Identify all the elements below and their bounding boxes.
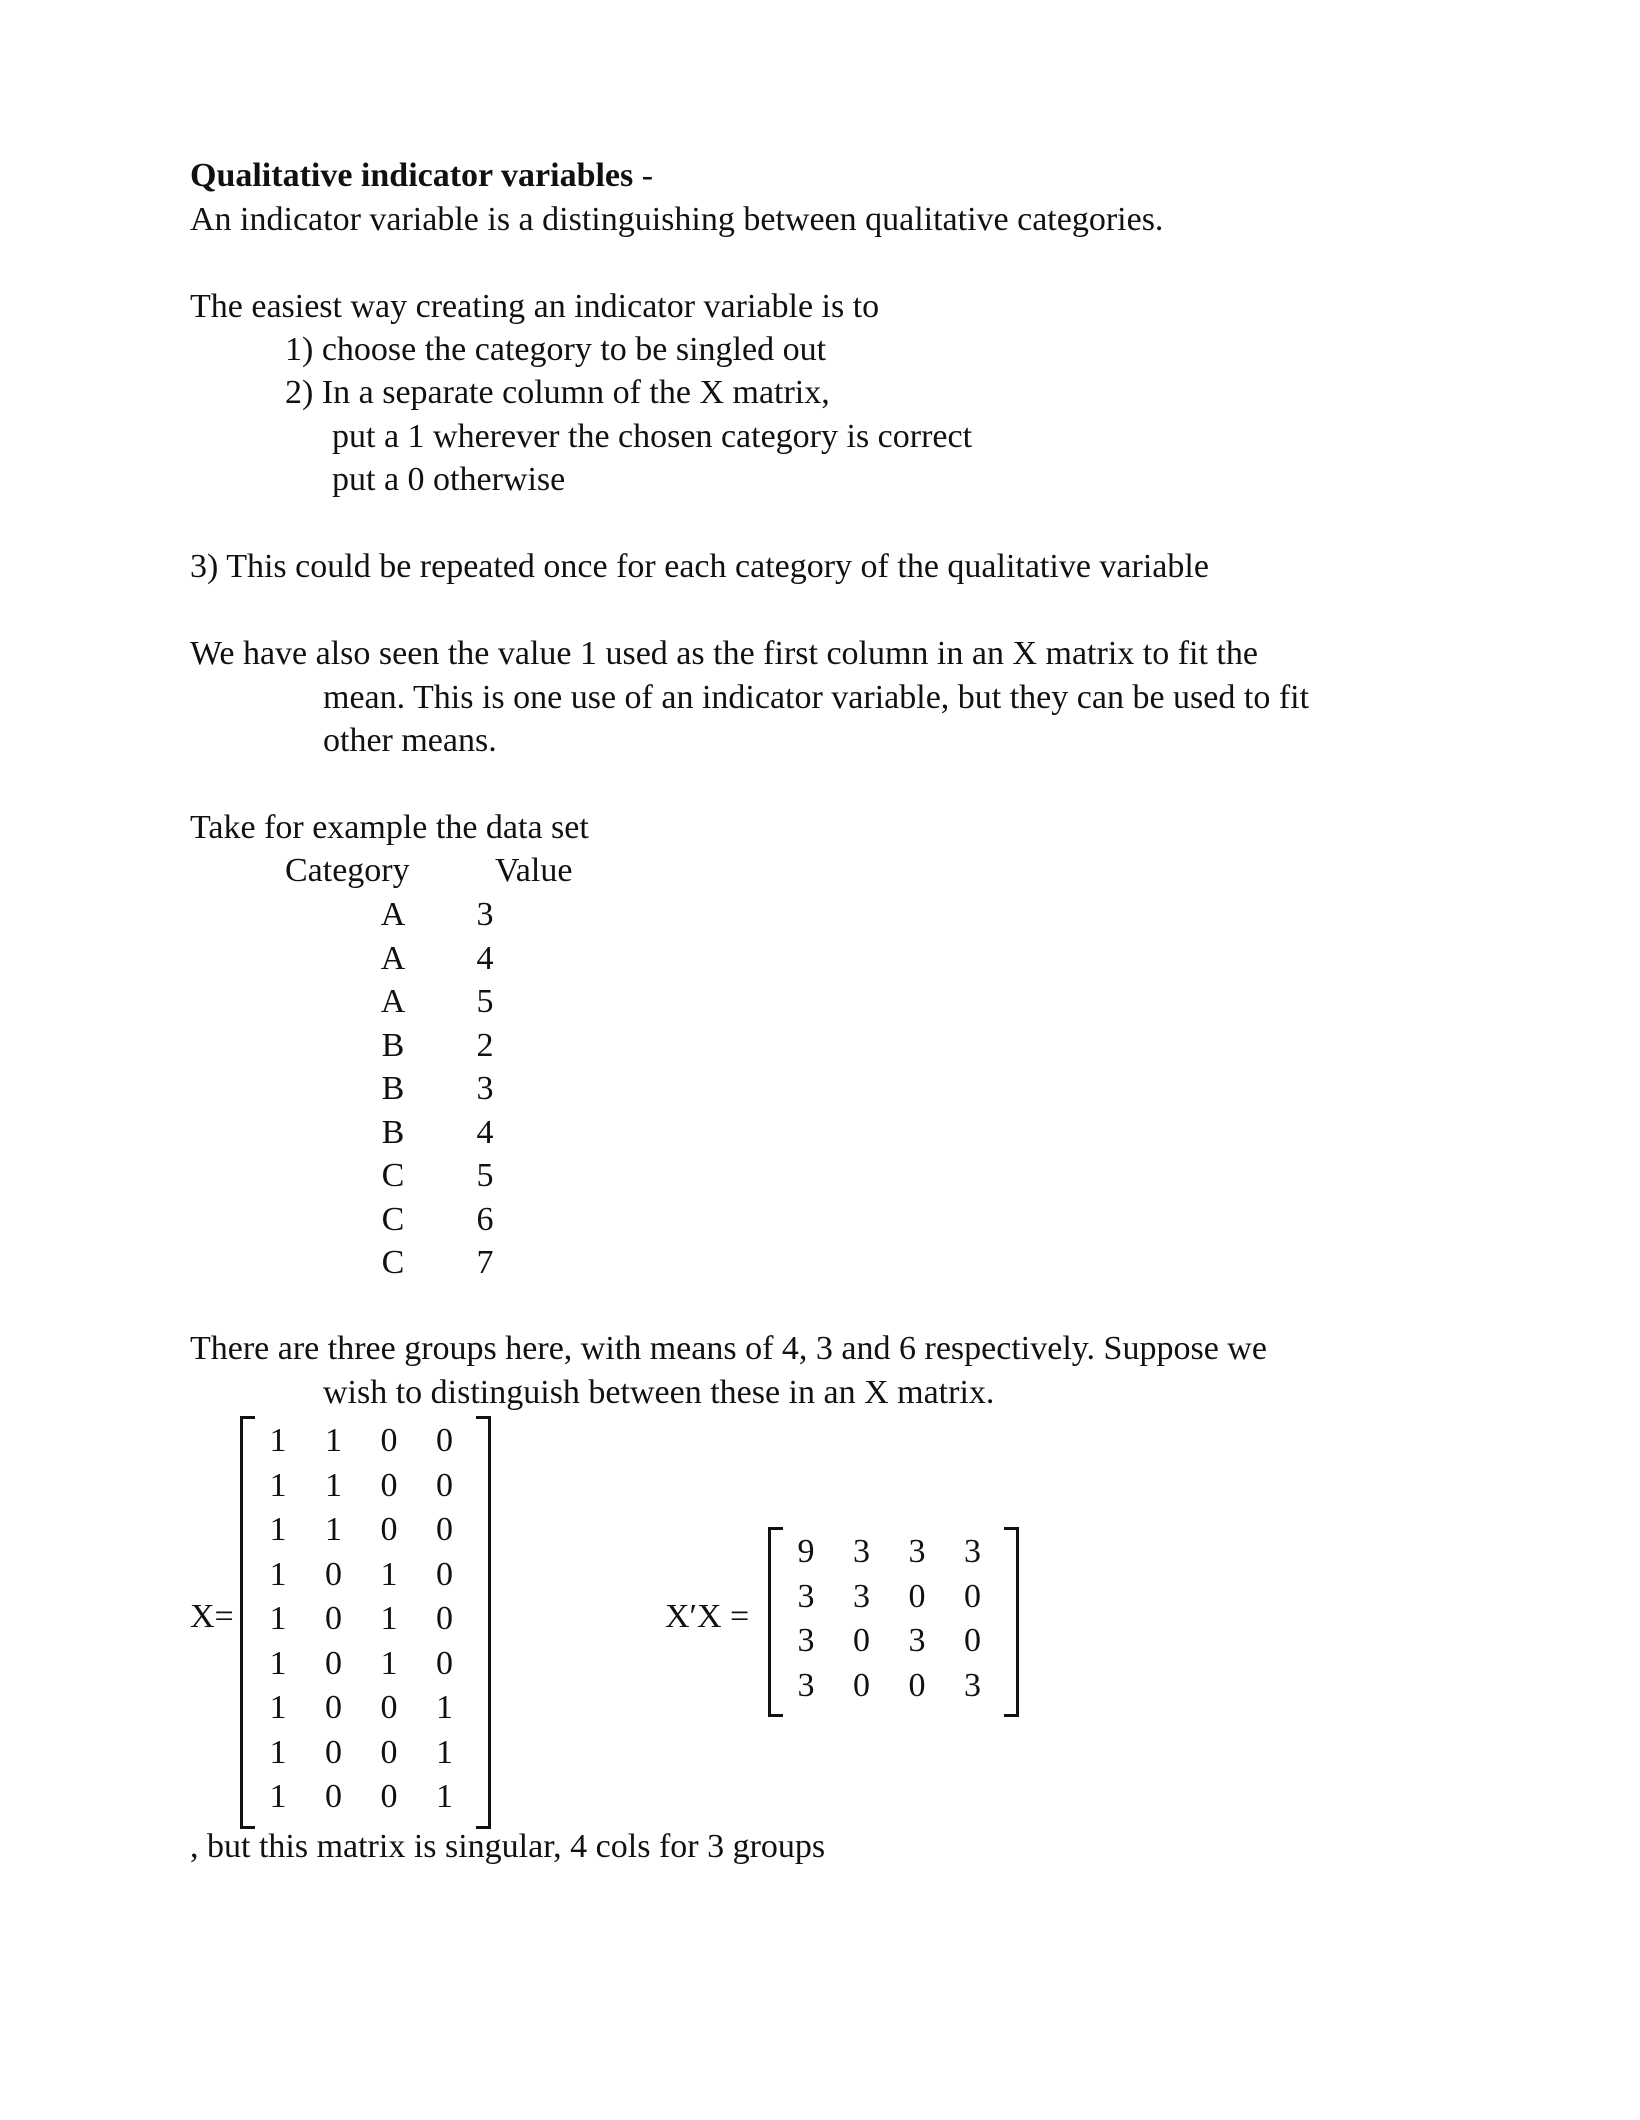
mean-paragraph-line-1: We have also seen the value 1 used as the first column in an X matrix to fit the [190,635,1258,672]
x-matrix-cell: 0 [380,1689,398,1726]
xtx-matrix-cell: 3 [797,1666,815,1704]
x-matrix-cell: 1 [380,1600,398,1637]
table-cell-value: 3 [476,1070,494,1107]
xtx-matrix-cell: 0 [908,1666,926,1704]
table-cell-category: C [381,1200,405,1238]
x-matrix-cell: 0 [380,1466,398,1504]
x-matrix-cell: 0 [436,1644,453,1682]
mean-paragraph-line-2: mean. This is one use of an indicator variable, but they can be used to fit [323,679,1310,716]
closing-text: , but this matrix is singular, 4 cols for 3 groups [190,1828,826,1865]
table-cell-value: 4 [476,939,494,977]
table-cell-category: A [380,983,406,1020]
xtx-matrix-cell: 0 [853,1622,870,1659]
x-matrix-cell: 1 [436,1778,453,1815]
x-matrix-cell: 1 [269,1422,287,1459]
x-matrix-cell: 1 [380,1555,398,1593]
x-matrix-cell: 0 [436,1511,453,1548]
x-matrix-cell: 0 [380,1511,398,1548]
table-cell-value: 6 [476,1200,494,1238]
xtx-matrix-cell: 3 [853,1533,870,1570]
x-matrix-cell: 0 [436,1466,453,1504]
step-2a-text: put a 1 wherever the chosen category is correct [332,418,973,455]
xtx-matrix-cell: 3 [964,1666,981,1704]
table-cell-category: A [380,896,406,933]
example-intro-text: Take for example the data set [190,809,589,846]
xtx-matrix-cell: 0 [853,1666,870,1704]
x-matrix-cell: 1 [269,1733,287,1771]
groups-paragraph-line-1: There are three groups here, with means of 4, 3 and 6 respectively. Suppose we [190,1330,1267,1367]
groups-paragraph-line-2: wish to distinguish between these in an X matrix. [323,1374,995,1411]
x-matrix-cell: 1 [380,1644,398,1682]
xtx-matrix-right-bracket [1004,1527,1019,1717]
x-matrix-cell: 0 [325,1644,342,1682]
x-matrix-cell: 0 [325,1555,342,1593]
table-cell-value: 4 [476,1113,494,1151]
x-matrix-cell: 1 [325,1466,342,1504]
x-matrix-cell: 0 [380,1422,398,1459]
table-header-category: Category [285,852,410,889]
heading-dash: - [633,157,654,194]
table-cell-value: 2 [476,1026,494,1064]
x-matrix-cell: 0 [436,1555,453,1593]
table-cell-category: C [381,1157,405,1194]
step-3-text: 3) This could be repeated once for each category of the qualitative variable [190,548,1209,585]
x-matrix-cell: 1 [269,1511,287,1548]
x-matrix-cell: 1 [269,1555,287,1593]
xtx-matrix-cell: 3 [797,1577,815,1615]
table-cell-value: 3 [476,896,494,933]
x-matrix-cell: 1 [269,1600,287,1637]
table-cell-value: 5 [476,1157,494,1194]
xtx-matrix-label: X′X = [665,1598,750,1635]
x-matrix-cell: 1 [436,1733,453,1771]
xtx-matrix-cell: 3 [908,1533,926,1570]
step-1-text: 1) choose the category to be singled out [285,331,827,368]
mean-paragraph-line-3: other means. [323,722,497,759]
intro-text: An indicator variable is a distinguishing between qualitative categories. [190,201,1164,238]
x-matrix-cell: 1 [269,1778,287,1815]
xtx-matrix-cell: 0 [908,1577,926,1615]
heading-line [190,154,653,198]
x-matrix-cell: 0 [325,1733,342,1771]
x-matrix-cell: 1 [269,1466,287,1504]
x-matrix-cell: 0 [436,1600,453,1637]
table-cell-category: A [380,939,406,977]
xtx-matrix-cell: 3 [797,1622,815,1659]
table-cell-value: 5 [476,983,494,1020]
xtx-matrix-cell: 3 [853,1577,870,1615]
table-cell-category: C [381,1244,405,1281]
x-matrix-cell: 0 [325,1778,342,1815]
xtx-matrix-cell: 3 [908,1622,926,1659]
x-matrix-label: X= [190,1598,234,1635]
x-matrix-cell: 0 [325,1689,342,1726]
x-matrix-cell: 0 [380,1778,398,1815]
section-heading: Qualitative indicator variables [190,157,634,194]
x-matrix-left-bracket [240,1416,255,1829]
table-header-value: Value [495,852,573,889]
table-cell-category: B [381,1026,405,1064]
x-matrix-cell: 0 [325,1600,342,1637]
x-matrix-cell: 0 [436,1422,453,1459]
step-2b-text: put a 0 otherwise [332,461,566,498]
x-matrix-cell: 1 [325,1511,342,1548]
xtx-matrix-left-bracket [768,1527,783,1717]
table-cell-category: B [381,1113,405,1151]
x-matrix-cell: 1 [325,1422,342,1459]
step-2-text: 2) In a separate column of the X matrix, [285,374,830,411]
xtx-matrix-cell: 0 [964,1622,981,1659]
table-cell-value: 7 [476,1244,494,1281]
x-matrix-right-bracket [476,1416,491,1829]
xtx-matrix-cell: 9 [797,1533,815,1570]
x-matrix-cell: 0 [380,1733,398,1771]
x-matrix-cell: 1 [436,1689,453,1726]
easiest-way-text: The easiest way creating an indicator variable is to [190,288,880,325]
table-cell-category: B [381,1070,405,1107]
x-matrix-cell: 1 [269,1689,287,1726]
x-matrix-cell: 1 [269,1644,287,1682]
xtx-matrix-cell: 0 [964,1577,981,1615]
xtx-matrix-cell: 3 [964,1533,981,1570]
